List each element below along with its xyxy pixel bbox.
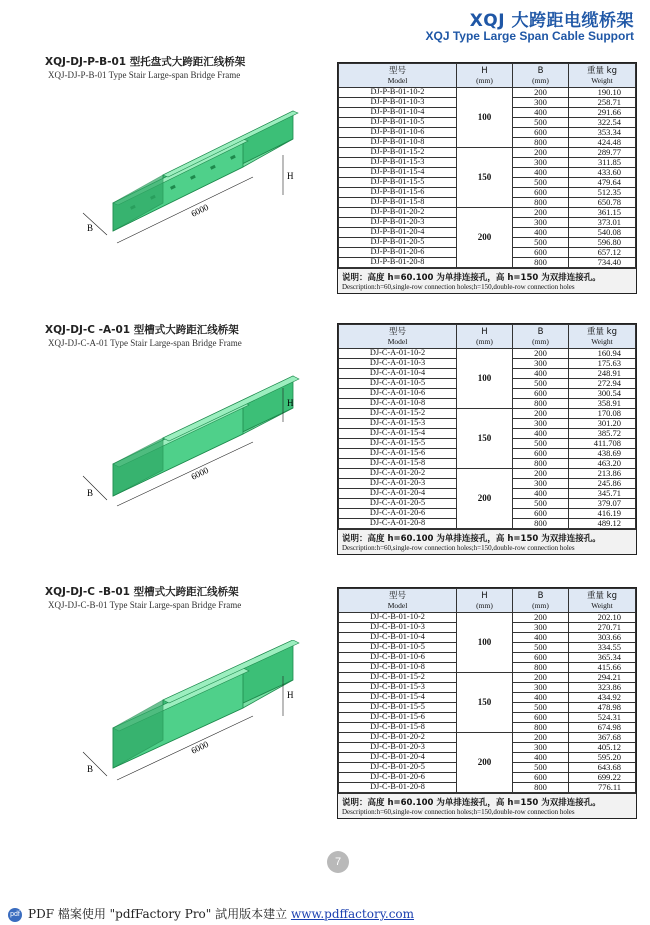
- model-cell: DJ-C-A-01-20-8: [339, 519, 457, 529]
- footer-text: PDF 檔案使用 "pdfFactory Pro" 試用版本建立: [28, 907, 288, 921]
- model-cell: DJ-C-A-01-10-2: [339, 349, 457, 359]
- model-cell: DJ-C-B-01-10-8: [339, 663, 457, 673]
- weight-cell: 213.86: [569, 469, 636, 479]
- weight-cell: 596.80: [569, 238, 636, 248]
- table-row: [339, 208, 636, 218]
- table-note: 说明：高度 h=60.100 为单排连接孔，高 h=150 为双排连接孔。 Description:h=60,single-row connection holes;h=150,double-row connection holes: [338, 268, 636, 293]
- model-cell: DJ-C-B-01-10-2: [339, 613, 457, 623]
- width-cell: 300: [513, 623, 569, 633]
- width-cell: 300: [513, 218, 569, 228]
- model-cell: DJ-C-A-01-20-6: [339, 509, 457, 519]
- dim-b-label-3: B: [87, 764, 94, 774]
- section-2-title: XQJ-DJ-C -A-01 型槽式大跨距汇线桥架: [45, 324, 239, 336]
- page-title-en: XQJ Type Large Span Cable Support: [425, 29, 634, 43]
- width-cell: 800: [513, 399, 569, 409]
- model-cell: DJ-P-B-01-20-8: [339, 258, 457, 268]
- table-row: [339, 613, 636, 623]
- model-cell: DJ-C-A-01-10-5: [339, 379, 457, 389]
- width-cell: 500: [513, 238, 569, 248]
- model-cell: DJ-P-B-01-10-4: [339, 108, 457, 118]
- weight-cell: 411.708: [569, 439, 636, 449]
- col-header-model: 型号 Model: [339, 64, 457, 88]
- width-cell: 400: [513, 693, 569, 703]
- table-row: [339, 409, 636, 419]
- model-cell: DJ-C-A-01-20-4: [339, 489, 457, 499]
- width-cell: 600: [513, 773, 569, 783]
- dim-length-label-1: 6000: [189, 201, 211, 219]
- model-cell: DJ-P-B-01-20-6: [339, 248, 457, 258]
- weight-cell: 190.10: [569, 88, 636, 98]
- dim-h-label-1: H: [287, 171, 294, 181]
- weight-cell: 657.12: [569, 248, 636, 258]
- table-row: [339, 88, 636, 98]
- width-cell: 600: [513, 128, 569, 138]
- width-cell: 400: [513, 633, 569, 643]
- section-1-subtitle: XQJ-DJ-P-B-01 Type Stair Large-span Bridge Frame: [48, 70, 241, 80]
- col-header-weight: 重量 kg Weight: [569, 64, 636, 88]
- table-row: [339, 148, 636, 158]
- model-cell: DJ-C-B-01-20-5: [339, 763, 457, 773]
- weight-cell: 524.31: [569, 713, 636, 723]
- width-cell: 500: [513, 178, 569, 188]
- model-cell: DJ-P-B-01-10-6: [339, 128, 457, 138]
- section-1-title: XQJ-DJ-P-B-01 型托盘式大跨距汇线桥架: [45, 56, 246, 68]
- width-cell: 400: [513, 753, 569, 763]
- pdf-footer: [8, 905, 414, 922]
- col-header-weight: 重量 kg Weight: [569, 589, 636, 613]
- height-cell: 100: [457, 349, 513, 409]
- col-header-b: B (mm): [513, 589, 569, 613]
- weight-cell: 385.72: [569, 429, 636, 439]
- width-cell: 500: [513, 439, 569, 449]
- width-cell: 600: [513, 449, 569, 459]
- width-cell: 800: [513, 138, 569, 148]
- width-cell: 800: [513, 519, 569, 529]
- model-cell: DJ-P-B-01-15-3: [339, 158, 457, 168]
- model-cell: DJ-C-B-01-10-4: [339, 633, 457, 643]
- width-cell: 800: [513, 783, 569, 793]
- spec-table-1: [337, 62, 637, 294]
- width-cell: 400: [513, 489, 569, 499]
- height-cell: 150: [457, 148, 513, 208]
- model-cell: DJ-C-B-01-15-6: [339, 713, 457, 723]
- width-cell: 300: [513, 158, 569, 168]
- weight-cell: 674.98: [569, 723, 636, 733]
- dim-length-label-2: 6000: [189, 464, 211, 482]
- height-cell: 150: [457, 673, 513, 733]
- weight-cell: 175.63: [569, 359, 636, 369]
- width-cell: 800: [513, 258, 569, 268]
- weight-cell: 776.11: [569, 783, 636, 793]
- page-number: 7: [327, 851, 349, 873]
- model-cell: DJ-C-A-01-15-2: [339, 409, 457, 419]
- height-cell: 150: [457, 409, 513, 469]
- model-cell: DJ-C-A-01-15-3: [339, 419, 457, 429]
- width-cell: 800: [513, 663, 569, 673]
- weight-cell: 303.66: [569, 633, 636, 643]
- model-cell: DJ-P-B-01-20-3: [339, 218, 457, 228]
- weight-cell: 489.12: [569, 519, 636, 529]
- model-cell: DJ-C-A-01-15-8: [339, 459, 457, 469]
- width-cell: 200: [513, 409, 569, 419]
- width-cell: 200: [513, 673, 569, 683]
- section-3-subtitle: XQJ-DJ-C-B-01 Type Stair Large-span Bridge Frame: [48, 600, 242, 610]
- weight-cell: 379.07: [569, 499, 636, 509]
- weight-cell: 301.20: [569, 419, 636, 429]
- weight-cell: 373.01: [569, 218, 636, 228]
- model-cell: DJ-C-A-01-20-3: [339, 479, 457, 489]
- width-cell: 200: [513, 469, 569, 479]
- footer-link[interactable]: www.pdffactory.com: [290, 907, 415, 921]
- col-header-model: 型号 Model: [339, 589, 457, 613]
- col-header-h: H (mm): [457, 589, 513, 613]
- model-cell: DJ-P-B-01-10-3: [339, 98, 457, 108]
- width-cell: 300: [513, 419, 569, 429]
- model-cell: DJ-P-B-01-10-8: [339, 138, 457, 148]
- model-cell: DJ-C-B-01-15-3: [339, 683, 457, 693]
- dim-b-label-1: B: [87, 223, 94, 233]
- page-title-cn: XQJ 大跨距电缆桥架: [469, 11, 634, 31]
- weight-cell: 294.21: [569, 673, 636, 683]
- model-cell: DJ-P-B-01-15-4: [339, 168, 457, 178]
- model-cell: DJ-P-B-01-20-2: [339, 208, 457, 218]
- model-cell: DJ-C-B-01-15-5: [339, 703, 457, 713]
- col-header-h: H (mm): [457, 64, 513, 88]
- col-header-b: B (mm): [513, 325, 569, 349]
- model-cell: DJ-C-B-01-20-4: [339, 753, 457, 763]
- weight-cell: 699.22: [569, 773, 636, 783]
- height-cell: 200: [457, 469, 513, 529]
- model-cell: DJ-C-B-01-10-5: [339, 643, 457, 653]
- weight-cell: 289.77: [569, 148, 636, 158]
- tray-illustration-2: [45, 372, 310, 522]
- table-row: [339, 469, 636, 479]
- weight-cell: 405.12: [569, 743, 636, 753]
- weight-cell: 160.94: [569, 349, 636, 359]
- dim-h-label-2: H: [287, 398, 294, 408]
- weight-cell: 272.94: [569, 379, 636, 389]
- width-cell: 400: [513, 228, 569, 238]
- width-cell: 500: [513, 763, 569, 773]
- weight-cell: 463.20: [569, 459, 636, 469]
- dim-b-label-2: B: [87, 488, 94, 498]
- width-cell: 400: [513, 429, 569, 439]
- col-header-model: 型号 Model: [339, 325, 457, 349]
- model-cell: DJ-C-B-01-10-3: [339, 623, 457, 633]
- table-row: [339, 673, 636, 683]
- width-cell: 600: [513, 713, 569, 723]
- section-2-subtitle: XQJ-DJ-C-A-01 Type Stair Large-span Bridge Frame: [48, 338, 242, 348]
- section-3-title: XQJ-DJ-C -B-01 型槽式大跨距汇线桥架: [45, 586, 239, 598]
- model-cell: DJ-C-A-01-15-5: [339, 439, 457, 449]
- weight-cell: 353.34: [569, 128, 636, 138]
- weight-cell: 434.92: [569, 693, 636, 703]
- pdf-logo-icon: pdf: [8, 908, 22, 922]
- width-cell: 400: [513, 168, 569, 178]
- width-cell: 300: [513, 479, 569, 489]
- model-cell: DJ-C-A-01-15-6: [339, 449, 457, 459]
- weight-cell: 334.55: [569, 643, 636, 653]
- col-header-b: B (mm): [513, 64, 569, 88]
- model-cell: DJ-C-B-01-15-4: [339, 693, 457, 703]
- width-cell: 200: [513, 208, 569, 218]
- weight-cell: 361.15: [569, 208, 636, 218]
- col-header-h: H (mm): [457, 325, 513, 349]
- height-cell: 100: [457, 613, 513, 673]
- weight-cell: 643.68: [569, 763, 636, 773]
- model-cell: DJ-C-A-01-10-4: [339, 369, 457, 379]
- model-cell: DJ-C-A-01-10-3: [339, 359, 457, 369]
- model-cell: DJ-C-A-01-10-8: [339, 399, 457, 409]
- weight-cell: 734.40: [569, 258, 636, 268]
- tray-illustration-1: [45, 105, 310, 265]
- width-cell: 400: [513, 108, 569, 118]
- weight-cell: 300.54: [569, 389, 636, 399]
- model-cell: DJ-C-A-01-10-6: [339, 389, 457, 399]
- weight-cell: 170.08: [569, 409, 636, 419]
- weight-cell: 424.48: [569, 138, 636, 148]
- table-body: [339, 88, 636, 268]
- weight-cell: 478.98: [569, 703, 636, 713]
- weight-cell: 358.91: [569, 399, 636, 409]
- weight-cell: 291.66: [569, 108, 636, 118]
- weight-cell: 202.10: [569, 613, 636, 623]
- model-cell: DJ-P-B-01-10-5: [339, 118, 457, 128]
- model-cell: DJ-P-B-01-15-5: [339, 178, 457, 188]
- width-cell: 800: [513, 198, 569, 208]
- table-note: 说明：高度 h=60.100 为单排连接孔，高 h=150 为双排连接孔。 Description:h=60,single-row connection holes;h=150,double-row connection holes: [338, 529, 636, 554]
- weight-cell: 540.08: [569, 228, 636, 238]
- weight-cell: 415.66: [569, 663, 636, 673]
- width-cell: 300: [513, 743, 569, 753]
- dim-h-label-3: H: [287, 690, 294, 700]
- width-cell: 800: [513, 723, 569, 733]
- width-cell: 600: [513, 389, 569, 399]
- tray-illustration-3: [45, 640, 310, 800]
- weight-cell: 245.86: [569, 479, 636, 489]
- width-cell: 500: [513, 499, 569, 509]
- table-note: 说明：高度 h=60.100 为单排连接孔，高 h=150 为双排连接孔。 Description:h=60,single-row connection holes;h=150,double-row connection holes: [338, 793, 636, 818]
- height-cell: 100: [457, 88, 513, 148]
- weight-cell: 650.78: [569, 198, 636, 208]
- table-body: [339, 349, 636, 529]
- weight-cell: 433.60: [569, 168, 636, 178]
- height-cell: 200: [457, 733, 513, 793]
- width-cell: 600: [513, 509, 569, 519]
- model-cell: DJ-C-B-01-15-8: [339, 723, 457, 733]
- width-cell: 200: [513, 148, 569, 158]
- width-cell: 400: [513, 369, 569, 379]
- width-cell: 300: [513, 683, 569, 693]
- model-cell: DJ-C-A-01-20-2: [339, 469, 457, 479]
- model-cell: DJ-C-B-01-20-2: [339, 733, 457, 743]
- weight-cell: 345.71: [569, 489, 636, 499]
- width-cell: 500: [513, 379, 569, 389]
- weight-cell: 438.69: [569, 449, 636, 459]
- width-cell: 500: [513, 643, 569, 653]
- table-body: [339, 613, 636, 793]
- width-cell: 200: [513, 349, 569, 359]
- model-cell: DJ-C-B-01-20-6: [339, 773, 457, 783]
- weight-cell: 270.71: [569, 623, 636, 633]
- weight-cell: 258.71: [569, 98, 636, 108]
- model-cell: DJ-C-A-01-15-4: [339, 429, 457, 439]
- spec-table-2: [337, 323, 637, 555]
- dim-length-label-3: 6000: [189, 738, 211, 756]
- weight-cell: 365.34: [569, 653, 636, 663]
- model-cell: DJ-P-B-01-15-8: [339, 198, 457, 208]
- weight-cell: 322.54: [569, 118, 636, 128]
- weight-cell: 512.35: [569, 188, 636, 198]
- model-cell: DJ-C-B-01-20-3: [339, 743, 457, 753]
- model-cell: DJ-C-A-01-20-5: [339, 499, 457, 509]
- model-cell: DJ-P-B-01-10-2: [339, 88, 457, 98]
- model-cell: DJ-C-B-01-15-2: [339, 673, 457, 683]
- spec-table-3: [337, 587, 637, 819]
- col-header-weight: 重量 kg Weight: [569, 325, 636, 349]
- model-cell: DJ-C-B-01-10-6: [339, 653, 457, 663]
- width-cell: 200: [513, 88, 569, 98]
- width-cell: 600: [513, 188, 569, 198]
- weight-cell: 416.19: [569, 509, 636, 519]
- model-cell: DJ-P-B-01-20-4: [339, 228, 457, 238]
- width-cell: 300: [513, 359, 569, 369]
- model-cell: DJ-P-B-01-15-6: [339, 188, 457, 198]
- weight-cell: 367.68: [569, 733, 636, 743]
- width-cell: 200: [513, 733, 569, 743]
- weight-cell: 479.64: [569, 178, 636, 188]
- model-cell: DJ-P-B-01-15-2: [339, 148, 457, 158]
- width-cell: 500: [513, 118, 569, 128]
- width-cell: 500: [513, 703, 569, 713]
- height-cell: 200: [457, 208, 513, 268]
- width-cell: 300: [513, 98, 569, 108]
- model-cell: DJ-P-B-01-20-5: [339, 238, 457, 248]
- width-cell: 600: [513, 248, 569, 258]
- width-cell: 600: [513, 653, 569, 663]
- model-cell: DJ-C-B-01-20-8: [339, 783, 457, 793]
- width-cell: 200: [513, 613, 569, 623]
- weight-cell: 248.91: [569, 369, 636, 379]
- weight-cell: 595.20: [569, 753, 636, 763]
- table-row: [339, 349, 636, 359]
- table-row: [339, 733, 636, 743]
- weight-cell: 311.85: [569, 158, 636, 168]
- weight-cell: 323.86: [569, 683, 636, 693]
- width-cell: 800: [513, 459, 569, 469]
